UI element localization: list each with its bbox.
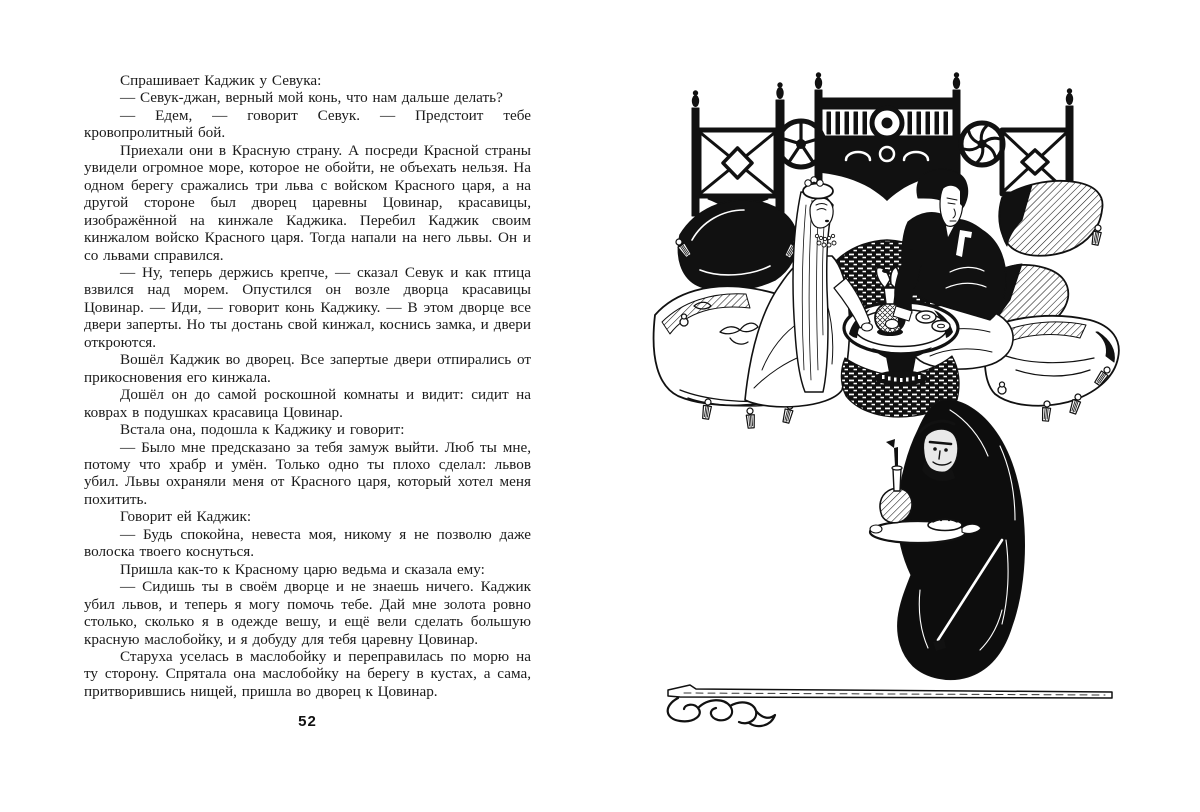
paragraph: Встала она, подошла к Каджику и говорит: xyxy=(120,421,405,439)
paragraph: Старуха уселась в маслобойку и переправилась по морю на ту сторону. Спрятала она маслобойку на берегу в кустах, а сама, притворившись нищей, пришла во дворец к Цовинар. xyxy=(84,647,531,700)
paragraph: — Ну, теперь держись крепче, — сказал Севук и как птица взвился над морем. Опустился он возле дворца красавицы Цовинар. — Иди, — говорит конь Каджику. — В этом дворце все двери заперты. Но ты достань свой кинжал, коснись замка, и двери откроются. xyxy=(84,263,531,351)
paragraph: Приехали они в Красную страну. А посреди Красной страны увидели огромное море, которое не обойти, не объехать нельзя. На одном берегу сражались три льва с войском Красного царя, а на другой стороне был дворец царевны Цовинар, красавицы, изображённой на кинжале Каджика. Перебил Каджик своим кинжалом войско Красного царя. Тогда напали на него львы. Он и со львами справился. xyxy=(84,141,531,264)
page-number: 52 xyxy=(298,713,317,730)
paragraph: Пришла как-то к Красному царю ведьма и сказала ему: xyxy=(120,560,485,578)
paragraph: — Будь спокойна, невеста моя, никому я не позволю даже волоска твоего коснуться. xyxy=(84,525,531,561)
paragraph: — Едем, — говорит Севук. — Предстоит тебе кровопролитный бой. xyxy=(84,106,531,142)
paragraph: — Сидишь ты в своём дворце и не знаешь ничего. Каджик убил львов, и теперь я могу помочь тебе. Дай мне золота ровно столько, сколько я в одежде вешу, и ещё вели сделать большую красную маслобойку, и я добуду для тебя царевну Цовинар. xyxy=(84,578,531,648)
paragraph: — Севук-джан, верный мой конь, что нам дальше делать? xyxy=(120,89,503,107)
right-pillows xyxy=(985,181,1119,421)
paragraph: — Было мне предсказано за тебя замуж выйти. Люб ты мне, потому что храбр и умён. Только одно ты плохо сделал: львов убил. Львы охраняли меня от Красного царя, который хотел меня похитить. xyxy=(84,438,531,508)
paragraph: Вошёл Каджик во дворец. Все запертые двери отпирались от прикосновения его кинжала. xyxy=(84,351,531,386)
left-page-text xyxy=(84,72,531,700)
paragraph: Говорит ей Каджик: xyxy=(120,508,252,526)
paragraph: Спрашивает Каджик у Севука: xyxy=(120,72,322,89)
story-illustration xyxy=(650,70,1120,730)
baseline-ornament xyxy=(668,685,1112,726)
paragraph: Дошёл он до самой роскошной комнаты и видит: сидит на коврах в подушках красавица Цовинар. xyxy=(84,386,531,421)
witch-figure xyxy=(870,400,1025,680)
